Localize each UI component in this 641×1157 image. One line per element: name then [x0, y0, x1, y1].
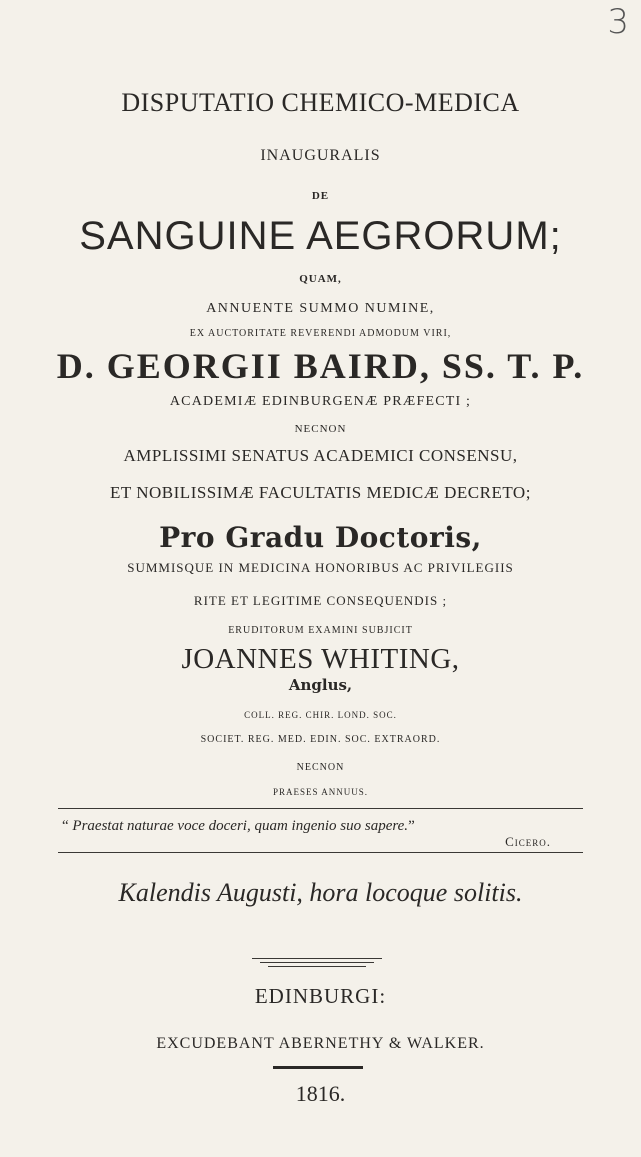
printer-line: EXCUDEBANT ABERNETHY & WALKER. [156, 1035, 485, 1052]
academiae-line: ACADEMIÆ EDINBURGENÆ PRÆFECTI ; [169, 394, 472, 409]
coll-line: COLL. REG. CHIR. LOND. SOC. [244, 710, 397, 720]
auctoritate-line: EX AUCTORITATE REVERENDI ADMODUM VIRI, [189, 328, 452, 339]
necnon-line-2: NECNON [296, 762, 345, 773]
eruditorum-line: ERUDITORUM EXAMINI SUBJICIT [228, 625, 413, 636]
quote-attribution: Cicero. [505, 834, 551, 849]
quote-close-mark: ” [408, 818, 415, 834]
city-line: EDINBURGI: [254, 984, 387, 1008]
necnon-line-1: NECNON [294, 423, 347, 435]
date-line: Kalendis Augusti, hora locoque solitis. [118, 878, 523, 907]
disputatio-heading: DISPUTATIO CHEMICO-MEDICA [121, 88, 520, 117]
ornament-rule [252, 958, 382, 959]
praeses-line: PRAESES ANNUUS. [272, 787, 369, 797]
quote-text: Praestat naturae voce doceri, quam ingenio suo sapere. [72, 818, 409, 834]
inauguralis-subtitle: INAUGURALIS [260, 147, 381, 164]
rite-line: RITE ET LEGITIME CONSEQUENDIS ; [193, 593, 448, 608]
annuente-line: ANNUENTE SUMMO NUMINE, [206, 301, 435, 316]
principal-name: D. GEORGII BAIRD, SS. T. P. [56, 346, 585, 386]
quote-bottom-rule [58, 852, 583, 853]
ornament-rule [268, 966, 366, 967]
gradu-line: Pro Gradu Doctoris, [159, 521, 482, 554]
author-name: JOANNES WHITING, [181, 643, 460, 675]
page-number: 3 [607, 2, 629, 42]
ornament-rule [260, 962, 374, 963]
quam-line: QUAM, [299, 273, 342, 285]
year-line: 1816. [295, 1081, 346, 1106]
main-title: SANGUINE AEGRORUM; [79, 214, 562, 258]
senatus-line: AMPLISSIMI SENATUS ACADEMICI CONSENSU, [123, 446, 518, 465]
summisque-line: SUMMISQUE IN MEDICINA HONORIBUS AC PRIVILEGIIS [127, 560, 514, 575]
anglus-line: Anglus, [288, 676, 353, 694]
societ-line: SOCIET. REG. MED. EDIN. SOC. EXTRAORD. [200, 734, 441, 745]
quote-top-rule [58, 808, 583, 809]
facultatis-line: ET NOBILISSIMÆ FACULTATIS MEDICÆ DECRETO; [110, 483, 531, 502]
de-line: DE [311, 190, 330, 202]
year-rule [273, 1066, 363, 1069]
epigraph-quote [62, 818, 415, 835]
quote-open-mark: “ [62, 818, 73, 834]
